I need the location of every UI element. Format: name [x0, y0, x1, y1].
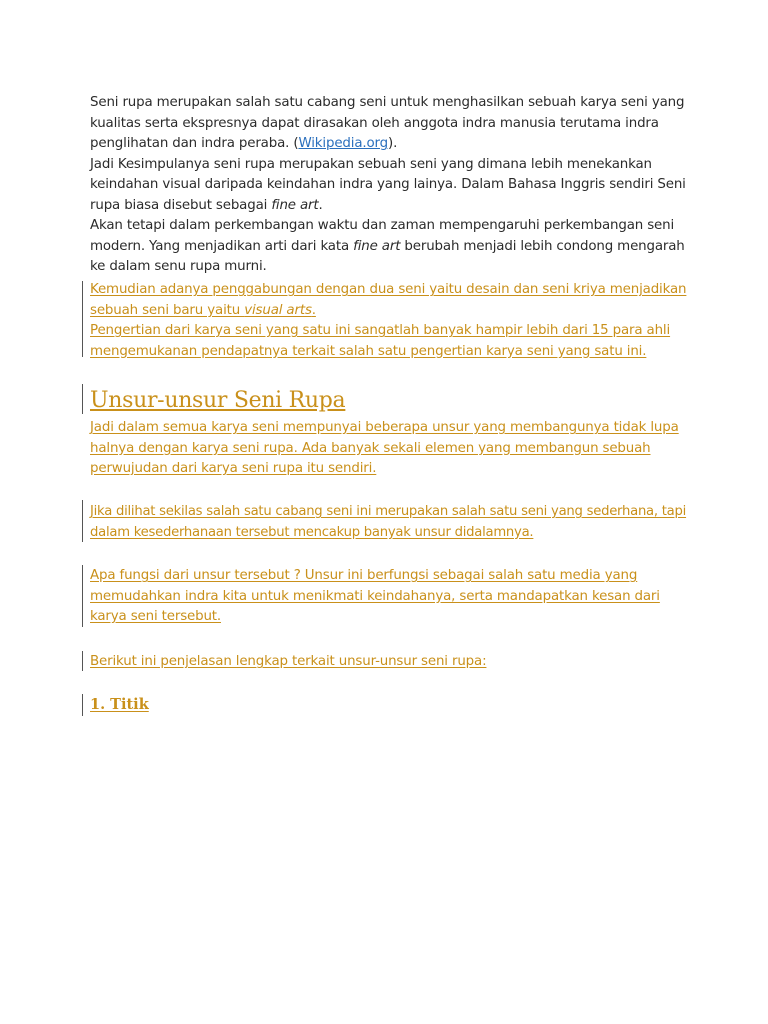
change-bar: [82, 500, 83, 542]
tracked-paragraph-2: Pengertian dari karya seni yang satu ini sangatlah banyak hampir lebih dari 15 para ahli mengemukanan pendapatnya terkait salah satu pengertian karya seni yang satu ini.: [90, 323, 671, 359]
change-bar: [82, 694, 83, 716]
intro-paragraph-2: Jadi Kesimpulanya seni rupa merupakan sebuah seni yang dimana lebih menekankan keindahan visual daripada keindahan indra yang lainya. Dalam Bahasa Inggris sendiri Seni rupa biasa disebut sebagai fine art.: [90, 156, 686, 213]
change-bar: [82, 384, 83, 414]
intro-paragraph-1: Seni rupa merupakan salah satu cabang seni untuk menghasilkan sebuah karya seni yang kualitas serta ekspresnya dapat dirasakan oleh anggota indra manusia terutama indra penglihatan dan indra peraba. (Wikipedia.org).: [90, 95, 685, 151]
change-bar: [82, 565, 83, 627]
section-paragraph-3: Apa fungsi dari unsur tersebut ? Unsur ini berfungsi sebagai salah satu media yang memudahkan indra kita untuk menikmati keindahanya, serta mandapatkan kesan dari karya seni tersebut.: [90, 568, 660, 624]
section-paragraph-1-block: [90, 418, 690, 480]
section-paragraph-3-block: [90, 566, 690, 628]
change-bar: [82, 651, 83, 671]
section-paragraph-1: Jadi dalam semua karya seni mempunyai beberapa unsur yang membangunya tidak lupa halnya dengan karya seni rupa. Ada banyak sekali elemen yang membangun sebuah perwujudan dari karya seni rupa itu sendiri.: [90, 420, 679, 476]
section-paragraph-2: Jika dilihat sekilas salah satu cabang seni ini merupakan salah satu seni yang sederhana, tapi dalam kesederhanaan tersebut mencakup banyak unsur didalamnya.: [90, 504, 687, 540]
section-paragraph-2-block: [90, 502, 690, 543]
subheading-titik: 1. Titik: [90, 696, 149, 713]
section-heading: Unsur-unsur Seni Rupa: [90, 388, 346, 413]
section-paragraph-4: Berikut ini penjelasan lengkap terkait unsur-unsur seni rupa:: [90, 654, 487, 669]
change-bar: [82, 281, 83, 357]
tracked-intro-block: [90, 280, 690, 362]
intro-paragraph-3: Akan tetapi dalam perkembangan waktu dan zaman mempengaruhi perkembangan seni modern. Yang menjadikan arti dari kata fine art berubah menjadi lebih condong mengarah ke dalam senu rupa murni.: [90, 218, 685, 274]
wikipedia-link[interactable]: Wikipedia.org: [298, 136, 389, 151]
section-paragraph-4-block: [90, 652, 690, 673]
tracked-paragraph-1: Kemudian adanya penggabungan dengan dua seni yaitu desain dan seni kriya menjadikan sebuah seni baru yaitu visual arts.: [90, 282, 687, 318]
intro-block: [90, 93, 690, 278]
